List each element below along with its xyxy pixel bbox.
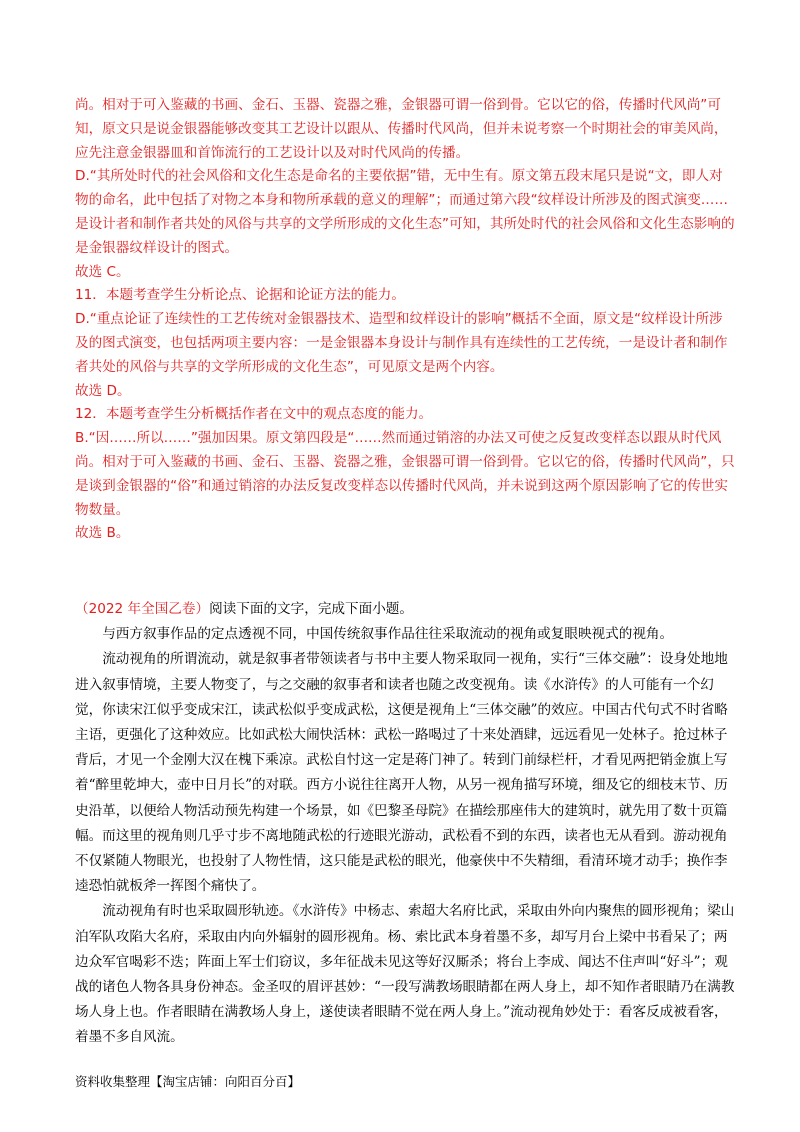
source-tag: （2022 年全国乙卷） [75, 601, 210, 617]
q11-option-d-explanation: D.“重点论证了连续性的工艺传统对金银器技术、造型和纹样设计的影响”概括不全面，原文是“纹样设计所涉及的图式演变，也包括两项主要内容：一是金银器本身设计与制作具有连续性的工艺传统，一是设计者和制作者共处的风俗与共享的文学所形成的文化生态”，可见原文是两个内容。 [75, 311, 728, 375]
q12-answer-choice: 故选 B。 [75, 525, 130, 542]
passage-instruction: 阅读下面的文字，完成下面小题。 [209, 601, 413, 617]
q10-explanation-continued: 尚。相对于可入鉴藏的书画、金石、玉器、瓷器之雅，金银器可谓一俗到骨。它以它的俗，传播时代风尚”可知，原文只是说金银器能够改变其工艺设计以跟从、传播时代风尚，但并未说考察一个时期社会的审美风尚，应先注意金银器皿和首饰流行的工艺设计以及对时代风尚的传播。 [75, 97, 728, 161]
passage-paragraph-3: 流动视角有时也采取圆形轨迹。《水浒传》中杨志、索超大名府比武，采取由外向内聚焦的圆形视角；梁山泊军队攻陷大名府，采取由内向外辐射的圆形视角。杨、索比武本身着墨不多，却写月台上梁中书看呆了；两边众军官喝彩不迭；阵面上军士们窃议，多年征战未见这等好汉厮杀；将台上李成、闻达不住声叫“好斗”；观战的诸色人物各具身份神态。金圣叹的眉评甚妙：“一段写满教场眼睛都在两人身上，却不知作者眼睛乃在满教场人身上也。作者眼睛在满教场人身上，遂使读者眼睛不觉在两人身上。”流动视角妙处于：看客反成被看客，着墨不多自风流。 [75, 903, 735, 1046]
q10-option-d-explanation: D.“其所处时代的社会风俗和文化生态是命名的主要依据”错，无中生有。原文第五段末尾只是说“文，即人对物的命名，此中包括了对物之本身和物所承载的意义的理解”；而通过第六段“纹样设计所涉及的图式演变……是设计者和制作者共处的风俗与共享的文学所形成的文化生态”可知，其所处时代的社会风俗和文化生态影响的是金银器纹样设计的图式。 [75, 168, 735, 256]
q11-answer-choice: 故选 D。 [75, 382, 131, 399]
reading-passage [75, 597, 735, 1051]
passage-intro [75, 597, 735, 622]
page-footer: 资料收集整理【淘宝店铺：向阳百分百】 [75, 1074, 301, 1089]
q12-option-b-explanation: B.“因……所以……”强加因果。原文第四段是“……然而通过销溶的办法又可使之反复改变样态以跟从时代风尚。相对于可入鉴藏的书画、金石、玉器、瓷器之雅，金银器可谓一俗到骨。它以它的俗，传播时代风尚”，只是谈到金银器的“俗”和通过销溶的办法反复改变样态以传播时代风尚，并未说到这两个原因影响了它的传世实物数量。 [75, 430, 735, 518]
answer-explanations [75, 94, 735, 546]
q10-answer-choice: 故选 C。 [75, 263, 130, 280]
passage-paragraph-1: 与西方叙事作品的定点透视不同，中国传统叙事作品往往采取流动的视角或复眼映视式的视角。 [102, 626, 674, 643]
passage-paragraph-2: 流动视角的所谓流动，就是叙事者带领读者与书中主要人物采取同一视角，实行“三体交融”：设身处地地进入叙事情境，主要人物变了，与之交融的叙事者和读者也随之改变视角。读《水浒传》的人可能有一个幻觉，你读宋江似乎变成宋江，读武松似乎变成武松，这便是视角上“三体交融”的效应。中国古代句式不时省略主语，更强化了这种效应。比如武松大闹快活林：武松一路喝过了十来处酒肆，远远看见一处林子。抢过林子背后，才见一个金刚大汉在槐下乘凉。武松自忖这一定是蒋门神了。转到门前绿栏杆，才看见两把销金旗上写着“醉里乾坤大，壶中日月长”的对联。西方小说往往离开人物，从另一视角描写环境，细及它的细枝末节、历史沿革，以便给人物活动预先构建一个场景，如《巴黎圣母院》在描绘那座伟大的建筑时，就先用了数十页篇幅。而这里的视角则几乎寸步不离地随武松的行迹眼光游动，武松看不到的东西，读者也无从看到。游动视角不仅紧随人物眼光，也投射了人物性情，这只能是武松的眼光，他豪侠中不失精细，看清环境才动手；换作李逵恐怕就板斧一挥图个痛快了。 [75, 651, 728, 895]
q11-title: 11．本题考查学生分析论点、论据和论证方法的能力。 [75, 287, 405, 304]
q12-title: 12．本题考查学生分析概括作者在文中的观点态度的能力。 [75, 406, 433, 423]
